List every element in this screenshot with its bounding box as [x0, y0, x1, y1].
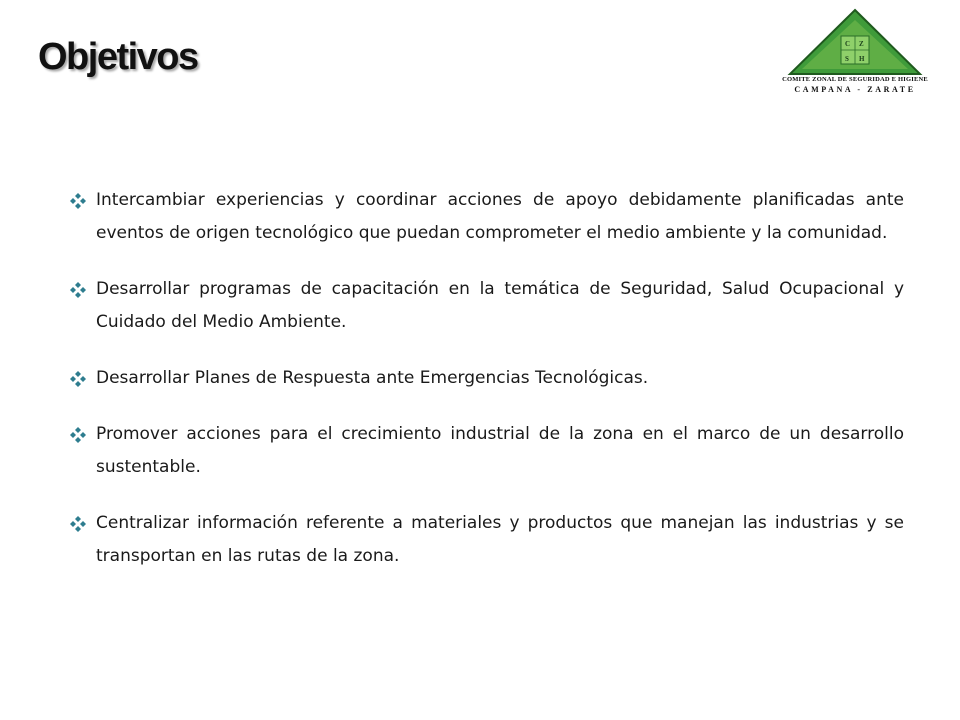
logo-letter: C: [845, 40, 851, 48]
objective-text: Promover acciones para el crecimiento industrial de la zona en el marco de un desarrollo sustentable.: [96, 424, 904, 477]
list-item: [70, 418, 904, 484]
objective-text: Intercambiar experiencias y coordinar acciones de apoyo debidamente planificadas ante eventos de origen tecnológico que puedan comprometer el medio ambiente y la comunidad.: [96, 190, 904, 243]
logo-letter: Z: [859, 40, 864, 48]
objective-text: Centralizar información referente a materiales y productos que manejan las industrias y se transportan en las rutas de la zona.: [96, 513, 904, 566]
objective-text: Desarrollar Planes de Respuesta ante Emergencias Tecnológicas.: [96, 368, 649, 388]
logo-letter: S: [845, 55, 849, 63]
four-diamond-bullet-icon: [70, 371, 86, 387]
list-item: [70, 507, 904, 573]
logo-org-name: COMITE ZONAL DE SEGURIDAD E HIGIENE: [782, 76, 928, 83]
logo-location: CAMPANA - ZARATE: [794, 85, 916, 94]
triangle-emblem-icon: [780, 8, 930, 78]
list-item: [70, 273, 904, 339]
four-diamond-bullet-icon: [70, 516, 86, 532]
logo-letter: H: [859, 55, 865, 63]
page-title: Objetivos: [38, 36, 198, 78]
list-item: [70, 184, 904, 250]
four-diamond-bullet-icon: [70, 427, 86, 443]
objectives-list: [70, 184, 904, 596]
list-item: [70, 362, 904, 395]
four-diamond-bullet-icon: [70, 193, 86, 209]
objective-text: Desarrollar programas de capacitación en la temática de Seguridad, Salud Ocupacional y Cuidado del Medio Ambiente.: [96, 279, 904, 332]
logo: [780, 8, 930, 100]
four-diamond-bullet-icon: [70, 282, 86, 298]
